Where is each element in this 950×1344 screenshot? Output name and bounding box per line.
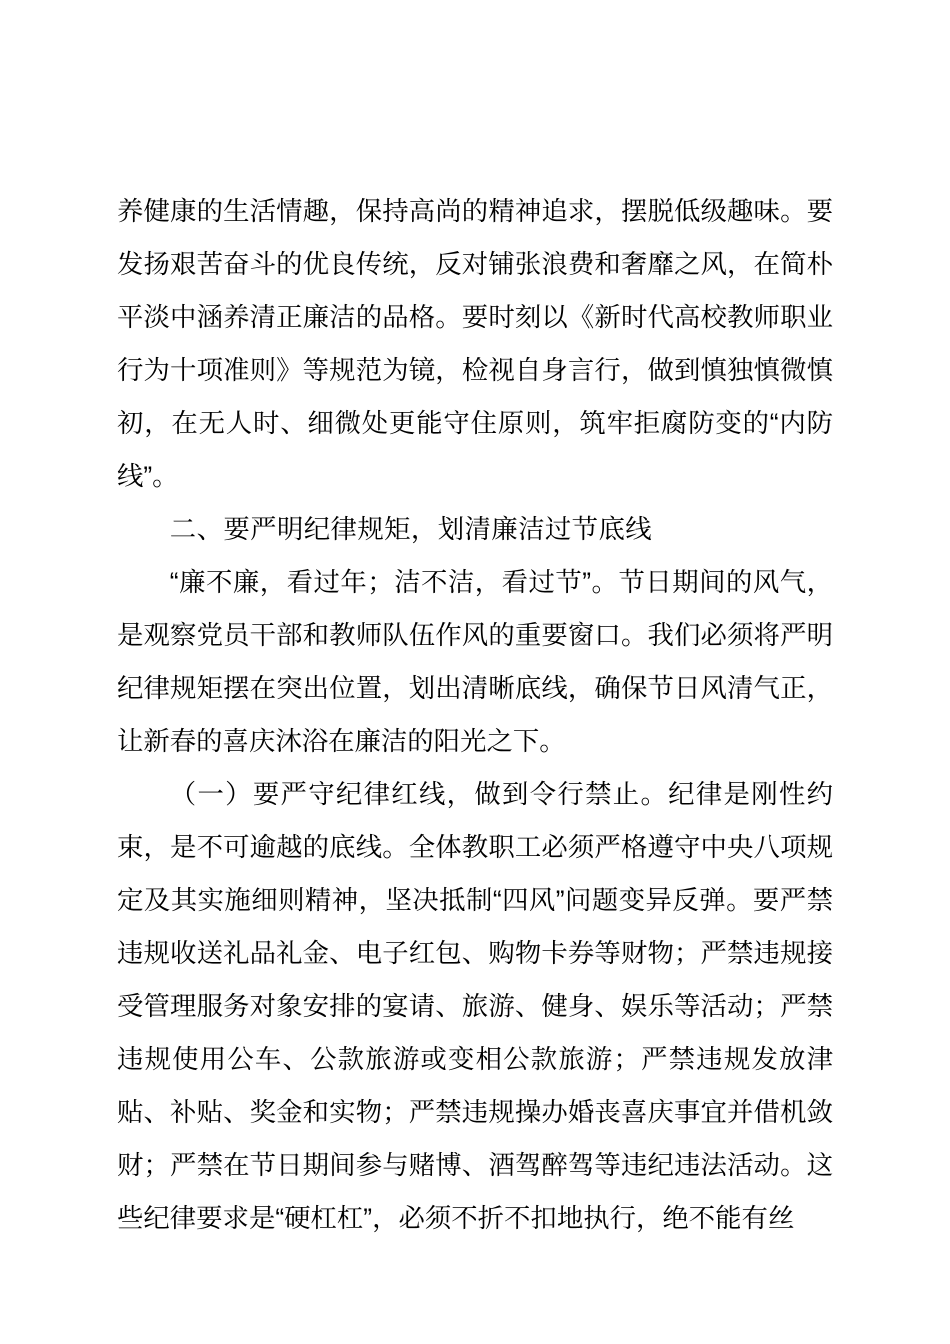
page-text-body <box>117 185 833 1245</box>
heading-section-two: 二、要严明纪律规矩，划清廉洁过节底线 <box>169 514 653 544</box>
paragraph-festival-atmosphere: “廉不廉，看过年；洁不洁，看过节”。节日期间的风气，是观察党员干部和教师队伍作风的重要窗口。我们必须将严明纪律规矩摆在突出位置，划出清晰底线，确保节日风清气正，让新春的喜庆沐浴在廉洁的阳光之下。 <box>117 567 833 756</box>
paragraph-subsection-one: （一）要严守纪律红线，做到令行禁止。纪律是刚性约束，是不可逾越的底线。全体教职工必须严格遵守中央八项规定及其实施细则精神，坚决抵制“四风”问题变异反弹。要严禁违规收送礼品礼金、电子红包、购物卡券等财物；严禁违规接受管理服务对象安排的宴请、旅游、健身、娱乐等活动；严禁违规使用公车、公款旅游或变相公款旅游；严禁违规发放津贴、补贴、奖金和实物；严禁违规操办婚丧喜庆事宜并借机敛财；严禁在节日期间参与赌博、酒驾醉驾等违纪违法活动。这些纪律要求是“硬杠杠”，必须不折不扣地执行，绝不能有丝 <box>117 779 833 1233</box>
paragraph-continuation: 养健康的生活情趣，保持高尚的精神追求，摆脱低级趣味。要发扬艰苦奋斗的优良传统，反对铺张浪费和奢靡之风，在简朴平淡中涵养清正廉洁的品格。要时刻以《新时代高校教师职业行为十项准则》等规范为镜，检视自身言行，做到慎独慎微慎初，在无人时、细微处更能守住原则，筑牢拒腐防变的“内防线”。 <box>117 196 833 491</box>
